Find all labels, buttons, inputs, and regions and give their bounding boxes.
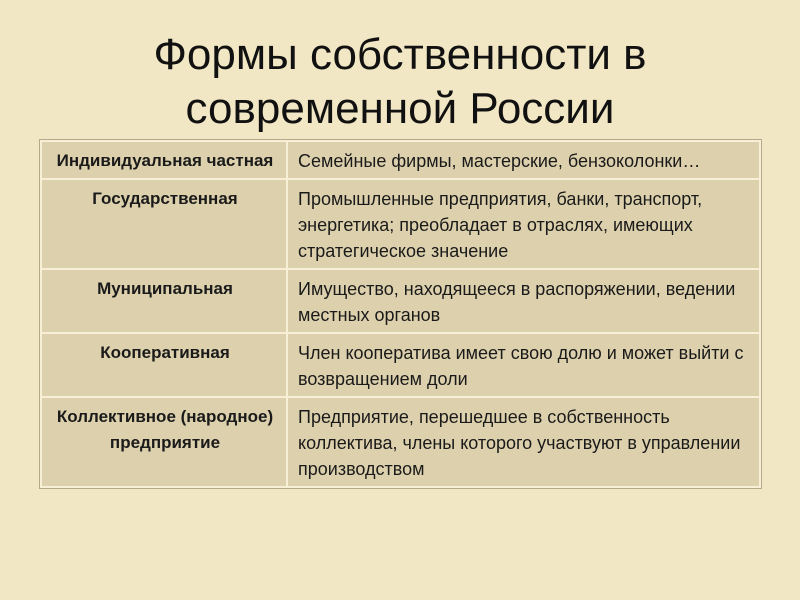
title-line-2: современной России bbox=[185, 84, 615, 133]
table-row bbox=[41, 397, 760, 487]
ownership-description-cell: Предприятие, перешедшее в собственность коллектива, члены которого участвуют в управлении производством bbox=[287, 397, 760, 487]
table-row bbox=[41, 333, 760, 397]
ownership-form-cell: Коллективное (народное) предприятие bbox=[41, 397, 287, 487]
ownership-description-cell: Член кооператива имеет свою долю и может выйти с возвращением доли bbox=[287, 333, 760, 397]
title-line-1: Формы собственности в bbox=[153, 30, 647, 79]
ownership-form-cell: Кооперативная bbox=[41, 333, 287, 397]
table-row bbox=[41, 269, 760, 333]
ownership-description-cell: Промышленные предприятия, банки, транспорт, энергетика; преобладает в отраслях, имеющих стратегическое значение bbox=[287, 179, 760, 269]
ownership-form-cell: Государственная bbox=[41, 179, 287, 269]
table-row bbox=[41, 179, 760, 269]
ownership-form-cell: Муниципальная bbox=[41, 269, 287, 333]
page-title bbox=[0, 28, 800, 136]
ownership-form-cell: Индивидуальная частная bbox=[41, 141, 287, 179]
ownership-description-cell: Семейные фирмы, мастерские, бензоколонки… bbox=[287, 141, 760, 179]
table-row bbox=[41, 141, 760, 179]
ownership-description-cell: Имущество, находящееся в распоряжении, ведении местных органов bbox=[287, 269, 760, 333]
ownership-forms-table bbox=[40, 140, 761, 488]
